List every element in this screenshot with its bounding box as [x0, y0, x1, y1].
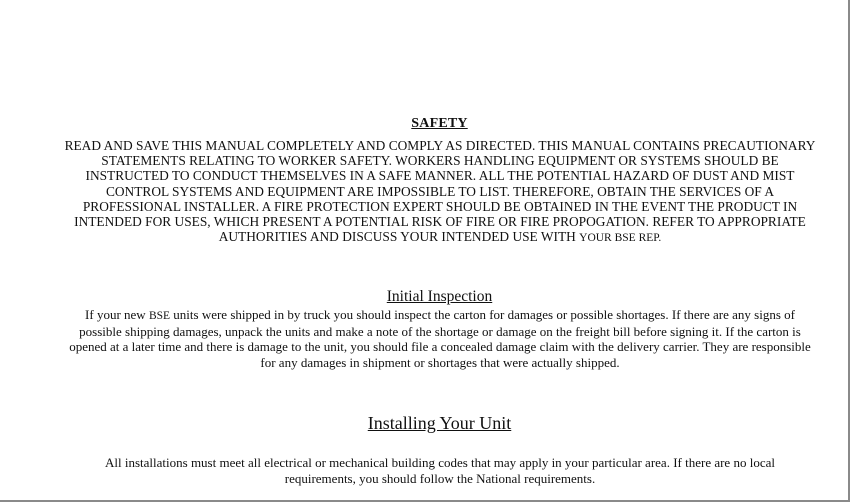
- installing-unit-paragraph: All installations must meet all electrical or mechanical building codes that may apply in your particular area. If there are no local requirements, you should follow the National requirements.: [105, 455, 775, 486]
- safety-text-main: READ AND SAVE THIS MANUAL COMPLETELY AND COMPLY AS DIRECTED. THIS MANUAL CONTAINS PRECAUTIONARY STATEMENTS RELATING TO WORKER SAFETY. WORKERS HANDLING EQUIPMENT OR SYSTEMS SHOULD BE INSTRUCTED TO CONDUCT THEMSELVES IN A SAFE MANNER. ALL THE POTENTIAL HAZARD OF DUST AND MIST CONTROL SYSTEMS AND EQUIPMENT ARE IMPOSSIBLE TO LIST. THEREFORE, OBTAIN THE SERVICES OF A PROFESSIONAL INSTALLER. A FIRE PROTECTION EXPERT SHOULD BE OBTAINED IN THE EVENT THE PRODUCT IN INTENDED FOR USES, WHICH PRESENT A POTENTIAL RISK OF FIRE OR FIRE PROPOGATION. REFER TO APPROPRIATE AUTHORITIES AND DISCUSS YOUR INTENDED USE WITH: [64, 138, 816, 245]
- safety-text-tail: YOUR BSE REP.: [579, 232, 662, 245]
- inspection-text-after: units were shipped in by truck you should inspect the carton for damages or possible shortages. If there are any signs of possible shipping damages, unpack the units and make a note of the shortage or damage on the freight bill before signing it. If the carton is opened at a later time and there is damage to the unit, you should file a concealed damage claim with the delivery carrier. They are responsible for any damages in shipment or shortages that were actually shipped.: [69, 307, 811, 370]
- safety-paragraph: [60, 138, 820, 246]
- initial-inspection-paragraph: [66, 307, 814, 370]
- installing-unit-heading: Installing Your Unit: [367, 413, 512, 433]
- initial-inspection-heading: Initial Inspection: [386, 288, 493, 305]
- inspection-text-before: If your new: [85, 307, 149, 322]
- safety-heading: SAFETY: [411, 116, 468, 131]
- inspection-brand: BSE: [148, 310, 171, 322]
